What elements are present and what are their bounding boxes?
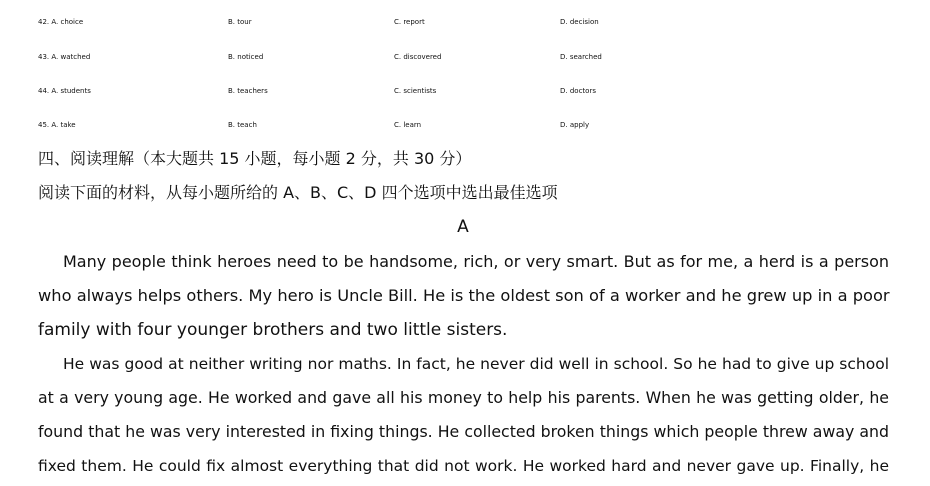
passage-line: at a very young age. He worked and gave all his money to help his parents. When he was getting older, he [38, 388, 889, 407]
option-c: C. scientists [394, 87, 437, 95]
option-b: B. noticed [228, 53, 264, 61]
option-b: B. tour [228, 18, 252, 26]
passage-line: fixed them. He could fix almost everything that did not work. He worked hard and never gave up. Finally, he [38, 457, 889, 475]
passage-line: He was good at neither writing nor maths. In fact, he never did well in school. So he had to give up school [63, 355, 889, 373]
option-c: C. report [394, 18, 425, 26]
option-d: D. decision [560, 18, 599, 26]
option-a: 42. A. choice [38, 18, 84, 26]
passage-label: A [457, 217, 469, 237]
option-d: D. searched [560, 53, 602, 61]
passage-line: found that he was very interested in fixing things. He collected broken things which people threw away and [38, 422, 889, 441]
instruction-text: 阅读下面的材料，从每小题所给的 A、B、C、D 四个选项中选出最佳选项 [38, 183, 558, 202]
option-b: B. teachers [228, 87, 268, 95]
option-c: C. discovered [394, 53, 442, 61]
passage-line: Many people think heroes need to be handsome, rich, or very smart. But as for me, a herd is a person [63, 252, 889, 271]
option-d: D. apply [560, 121, 590, 129]
option-a: 44. A. students [38, 87, 91, 95]
passage-line: who always helps others. My hero is Uncle Bill. He is the oldest son of a worker and he grew up in a poor [38, 286, 890, 305]
option-d: D. doctors [560, 87, 596, 95]
option-a: 43. A. watched [38, 53, 91, 61]
passage-line: family with four younger brothers and two little sisters. [38, 320, 508, 340]
option-b: B. teach [228, 121, 257, 129]
section-heading: 四、阅读理解（本大题共 15 小题，每小题 2 分，共 30 分） [38, 149, 472, 168]
option-c: C. learn [394, 121, 422, 129]
option-a: 45. A. take [38, 121, 76, 129]
